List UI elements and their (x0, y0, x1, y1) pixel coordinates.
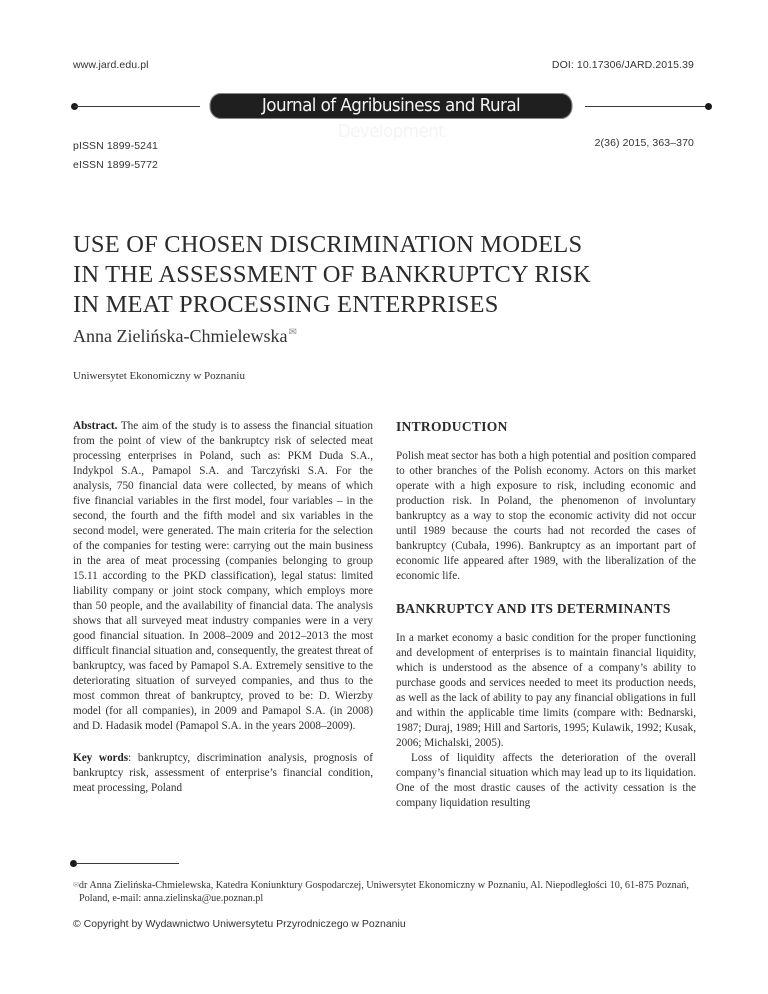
header-rule-right (585, 106, 709, 107)
header-rule-left (74, 106, 200, 107)
author-line (73, 326, 297, 347)
title-line: IN THE ASSESSMENT OF BANKRUPTCY RISK (73, 261, 591, 288)
abstract-column (73, 419, 373, 796)
section-heading-bankruptcy: BANKRUPTCY AND ITS DETERMINANTS (396, 601, 671, 616)
pissn-label: pISSN 1899-5241 (73, 140, 158, 152)
body-column (396, 419, 696, 811)
rule-dot-right (705, 103, 712, 110)
abstract-label: Abstract. (73, 420, 118, 432)
body-paragraph: Loss of liquidity affects the deterioration of the overall company’s financial situation which may lead up to its liquidation. One of the most drastic causes of the activity cessation is the company liquidation resulting (396, 752, 696, 809)
title-line: USE OF CHOSEN DISCRIMINATION MODELS (73, 231, 583, 258)
eissn-label: eISSN 1899-5772 (73, 159, 158, 171)
abstract (73, 419, 373, 734)
journal-name-banner: Journal of Agribusiness and Rural Development (210, 93, 573, 119)
envelope-icon[interactable]: ✉ (288, 327, 297, 338)
keywords (73, 751, 373, 796)
copyright-notice: © Copyright by Wydawnictwo Uniwersytetu Przyrodniczego w Poznaniu (73, 918, 406, 930)
author-email-link[interactable]: anna.zielinska@ue.poznan.pl (143, 893, 264, 904)
body-paragraph: In a market economy a basic condition for the proper functioning and development of enterprises is to maintain financial liquidity, which is understood as the absence of a company’s ability to purchase goods and services needed to meet its production needs, as well as the lack of ability to pay any financial obligations in full and within the applicable time limits (compare with: Bednarski, 1987; Duraj, 1989; Hill and Sartoris, 1995; Kulawik, 1992; Kusak, 2006; Michalski, 2005). (396, 632, 696, 749)
keywords-text: : bankruptcy, discrimination analysis, prognosis of bankruptcy risk, assessment of enterprise’s financial condition, meat processing, Poland (73, 752, 373, 794)
title-line: IN MEAT PROCESSING ENTERPRISES (73, 291, 499, 318)
body-paragraph: Polish meat sector has both a high potential and position compared to other branches of the Polish economy. Actors on this market operate with a high exposure to risk, including economic and production risk. In Poland, the phenomenon of involuntary bankruptcy as a way to stop the economic activity did not occur until 1989 because the courts had not recorded the cases of bankruptcy (Cubała, 1996). Bankruptcy as an important part of economic life appeared after 1989, with the liberalization of the economic life. (396, 450, 696, 582)
issn-block (73, 137, 158, 175)
journal-website-link[interactable]: www.jard.edu.pl (73, 59, 149, 71)
doi-label: DOI: 10.17306/JARD.2015.39 (551, 59, 694, 71)
issue-info: 2(36) 2015, 363–370 (594, 137, 694, 149)
section-heading-introduction: INTRODUCTION (396, 419, 508, 434)
author-footnote (73, 879, 719, 905)
envelope-icon: ✉ (73, 881, 79, 889)
abstract-text: The aim of the study is to assess the financial situation from the point of view of the bankruptcy risk of selected meat processing enterprises in Poland, such as: PKM Duda S.A., Indykpol S.A., Pamapol S.A. and Tarczyński S.A. For the analysis, 750 financial data were collected, by means of which five financial variables in the first model, four variables – in the second, the fourth and the fifth model and six variables in the second model, were generated. The main criteria for the selection of the companies for testing were: carrying out the main business in the area of meat processing (companies belonging to group 15.11 according to the PKD classification), legal status: limited liability company or joint stock company, which employs more than 50 people, and the availability of financial data. The analysis shows that all surveyed meat industry companies were in a very good financial situation. In 2008–2009 and 2012–2013 the most difficult financial situation and, consequently, the greatest threat of bankruptcy, was faced by Pamapol S.A. Extremely sensitive to the deteriorating situation of surveyed companies, and thus to the most common threat of bankruptcy, proved to be: D. Wierzby model (for all companies), in 2009 and Pamapol S.A. (in 2008) and D. Hadasik model (Pamapol S.A. in the years 2008–2009). (73, 420, 373, 732)
author-name: Anna Zielińska-Chmielewska (73, 326, 288, 346)
author-affiliation: Uniwersytet Ekonomiczny w Poznaniu (73, 370, 245, 382)
article-title (73, 230, 633, 320)
footnote-rule (75, 863, 179, 864)
footnote-text: dr Anna Zielińska-Chmielewska, Katedra Koniunktury Gospodarczej, Uniwersytet Ekonomiczny w Poznaniu, Al. Niepodległości 10, 61-875 Poznań, Poland, e-mail: (78, 880, 689, 904)
keywords-label: Key words (73, 752, 129, 764)
